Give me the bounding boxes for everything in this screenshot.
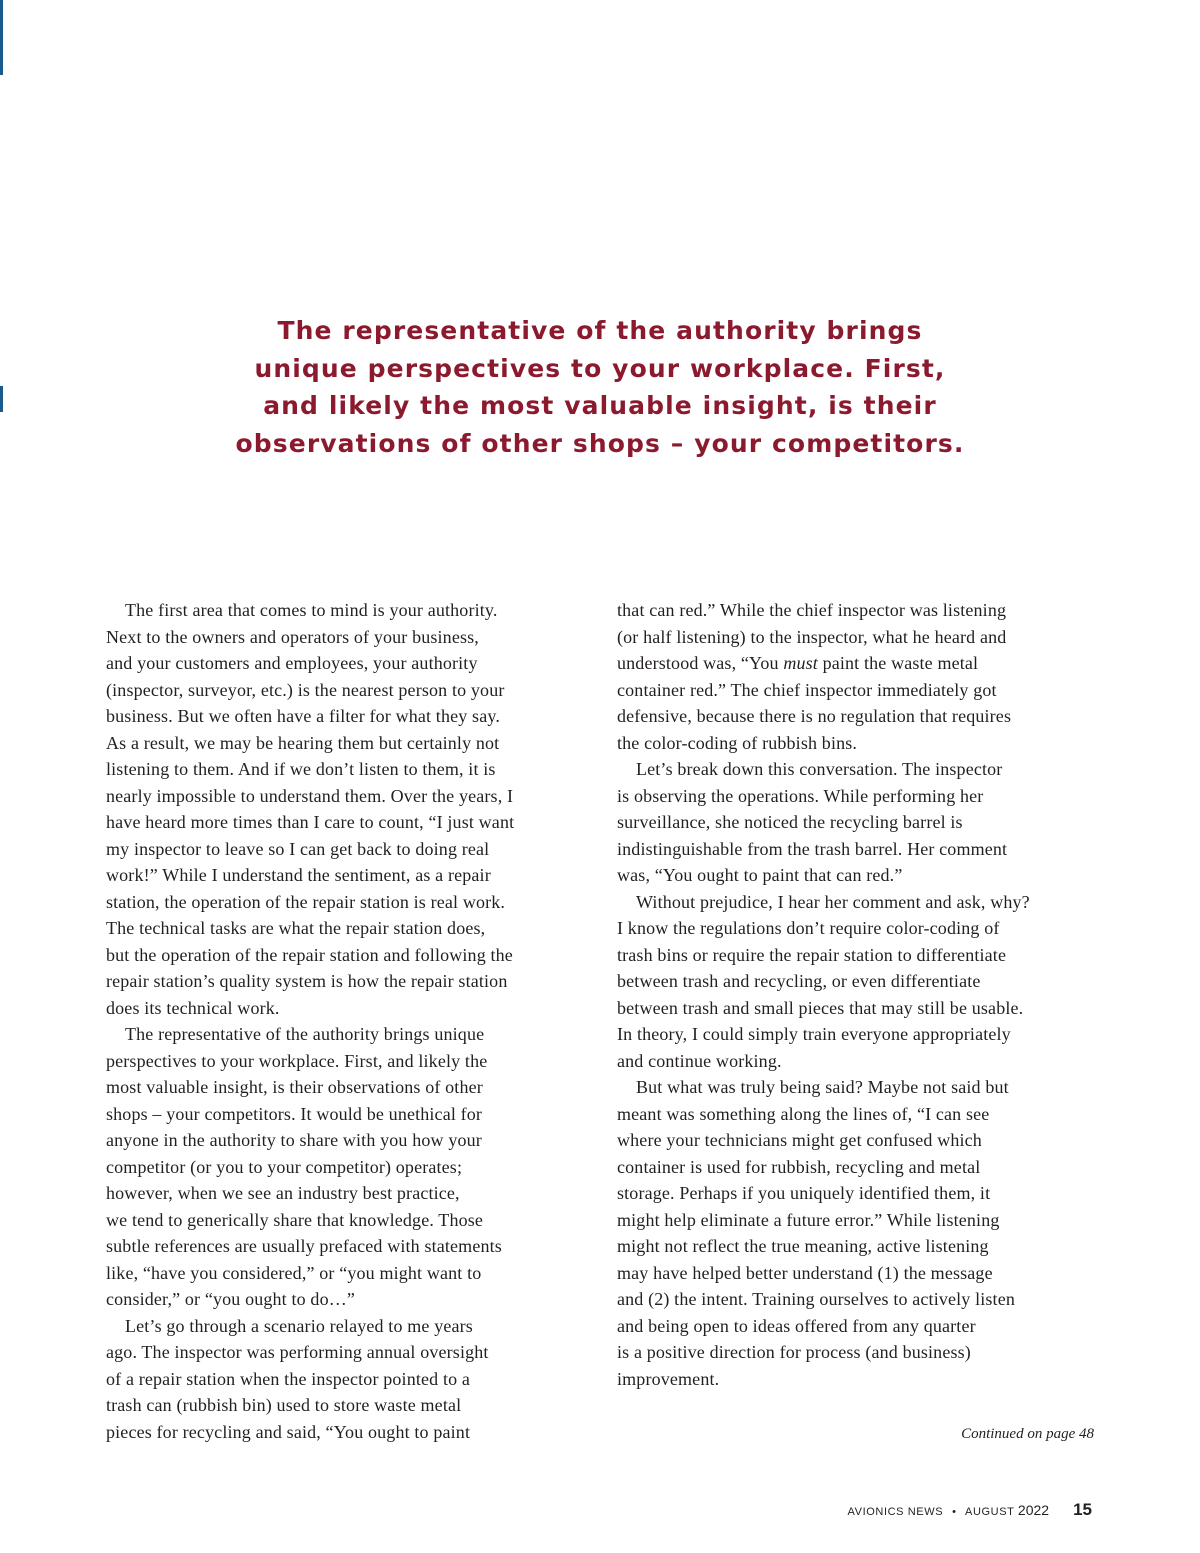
pull-quote-line: observations of other shops – your competitors. [235,428,965,458]
edge-marker-middle [0,386,3,412]
text-line: however, when we see an industry best practice, [106,1183,460,1203]
text-line: and your customers and employees, your authority [106,653,478,673]
continued-note: Continued on page 48 [961,1426,1094,1442]
text-line: the color-coding of rubbish bins. [617,732,858,753]
publication-name: AVIONICS NEWS [847,1506,944,1518]
text-line: trash bins or require the repair station to differentiate [617,944,1007,965]
text-line: and being open to ideas offered from any quarter [617,1315,976,1336]
paragraph-without-prejudice [617,889,1103,1075]
text-line: Let’s go through a scenario relayed to me years [125,1315,473,1336]
text-line: work!” While I understand the sentiment, as a repair [106,865,491,885]
text-line: pieces for recycling and said, “You ought to paint [106,1421,471,1442]
issue-month: AUGUST [965,1506,1015,1518]
text-line: As a result, we may be hearing them but certainly not [106,732,500,753]
text-line: might not reflect the true meaning, active listening [617,1236,989,1256]
text-line: ago. The inspector was performing annual oversight [106,1342,489,1362]
text-line: business. But we often have a filter for what they say. [106,706,500,726]
text-line: station, the operation of the repair station is real work. [106,891,506,912]
issue-date [965,1502,1049,1518]
text-line: Without prejudice, I hear her comment and ask, why? [636,891,1030,912]
text-line: container is used for rubbish, recycling and metal [617,1156,981,1177]
text-line: nearly impossible to understand them. Over the years, I [106,785,514,806]
text-line: competitor (or you to your competitor) operates; [106,1156,463,1177]
text-line: storage. Perhaps if you uniquely identified them, it [617,1183,991,1203]
text-line: subtle references are usually prefaced with statements [106,1236,502,1256]
text-line: shops – your competitors. It would be unethical for [106,1103,483,1124]
text-line: may have helped better understand (1) the message [617,1262,993,1283]
text-line: (or half listening) to the inspector, what he heard and [617,626,1007,647]
page-footer [848,1500,1092,1520]
issue-year: 2022 [1017,1502,1050,1518]
text-line: anyone in the authority to share with you how your [106,1130,482,1150]
pull-quote-line: unique perspectives to your workplace. First, [254,353,946,383]
pull-quote-line: The representative of the authority brings [277,316,923,345]
paragraph-representative [106,1021,592,1313]
article-column-left [106,597,592,1445]
text-line: I know the regulations don’t require color-coding of [617,918,1000,938]
emphasis-text: must [783,653,818,673]
text-line: But what was truly being said? Maybe not said but [636,1077,1009,1097]
text-line: indistinguishable from the trash barrel. Her comment [617,838,1008,859]
edge-marker-top [0,0,3,75]
text-line: where your technicians might get confused which [617,1130,982,1150]
text-line: Next to the owners and operators of your business, [106,626,479,647]
text-line: my inspector to leave so I can get back to doing real [106,838,490,859]
text-line: is a positive direction for process (and business) [617,1342,971,1362]
text-line: Let’s break down this conversation. The inspector [636,759,1003,779]
text-line: defensive, because there is no regulation that requires [617,706,1012,726]
text-line: repair station’s quality system is how the repair station [106,971,508,991]
text-line: (inspector, surveyor, etc.) is the nearest person to your [106,679,505,700]
text-line: that can red.” While the chief inspector was listening [617,600,1007,620]
paragraph-break-down [617,756,1103,889]
text-line: In theory, I could simply train everyone appropriately [617,1024,1011,1044]
text-line: between trash and small pieces that may still be usable. [617,997,1024,1018]
text-line: most valuable insight, is their observations of other [106,1077,483,1097]
text-fragment: paint the waste metal [817,653,979,673]
text-line: meant was something along the lines of, “I can see [617,1103,990,1124]
text-line: have heard more times than I care to count, “I just want [106,812,515,832]
text-fragment: understood was, “You [617,653,784,673]
text-line: The first area that comes to mind is your authority. [125,600,498,620]
paragraph-scenario [106,1313,592,1446]
text-line: like, “have you considered,” or “you might want to [106,1262,482,1283]
text-line [617,650,1103,677]
text-line: consider,” or “you ought to do…” [106,1289,356,1309]
text-line: improvement. [617,1368,720,1389]
footer-separator: • [952,1506,957,1518]
text-line: was, “You ought to paint that can red.” [617,865,903,885]
text-line: trash can (rubbish bin) used to store waste metal [106,1395,462,1415]
text-line: between trash and recycling, or even differentiate [617,971,981,991]
text-line: The representative of the authority brings unique [125,1024,485,1044]
text-line: but the operation of the repair station and following the [106,944,513,965]
text-line: The technical tasks are what the repair station does, [106,918,486,938]
text-line: of a repair station when the inspector pointed to a [106,1368,471,1389]
text-line: perspectives to your workplace. First, and likely the [106,1050,488,1071]
paragraph-authority [106,597,592,1021]
text-line: is observing the operations. While performing her [617,785,984,806]
pull-quote-line: and likely the most valuable insight, is their [263,391,937,420]
text-line: we tend to generically share that knowledge. Those [106,1209,484,1230]
text-line: might help eliminate a future error.” While listening [617,1209,1000,1230]
text-line: container red.” The chief inspector immediately got [617,679,997,700]
text-line: and continue working. [617,1050,782,1071]
pull-quote [200,312,1000,462]
text-line: and (2) the intent. Training ourselves to actively listen [617,1289,1015,1309]
text-line: does its technical work. [106,997,280,1018]
paragraph-truly-being-said [617,1074,1103,1392]
paragraph-scenario-continued [617,597,1103,756]
text-line: listening to them. And if we don’t listen to them, it is [106,759,496,779]
article-column-right [617,597,1103,1392]
text-line: surveillance, she noticed the recycling barrel is [617,812,963,832]
page-number: 15 [1073,1500,1092,1519]
